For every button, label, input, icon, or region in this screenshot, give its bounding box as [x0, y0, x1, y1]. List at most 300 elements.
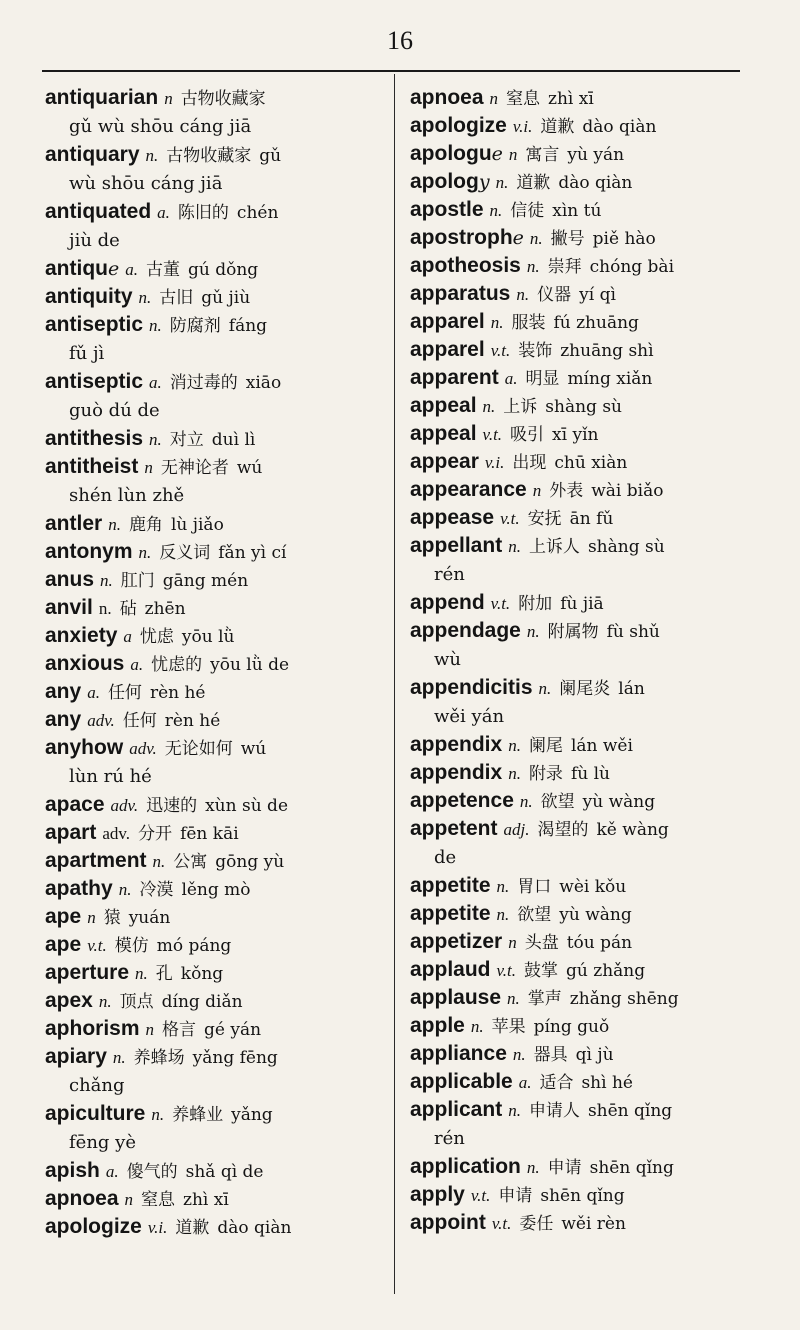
headword-tail: e — [512, 227, 524, 249]
pinyin: shǎ qì de — [185, 1162, 264, 1182]
pinyin: yí qì — [579, 285, 616, 305]
part-of-speech: n. — [100, 571, 113, 590]
chinese-translation: 崇拜 — [547, 257, 582, 277]
dictionary-entry — [410, 731, 745, 759]
dictionary-entry — [45, 453, 385, 510]
entry-line — [45, 1157, 385, 1185]
part-of-speech: n. — [526, 622, 540, 641]
headword: append — [410, 591, 485, 614]
dictionary-entry — [410, 196, 745, 224]
dictionary-entry — [410, 308, 745, 336]
chinese-translation: 古董 — [146, 260, 180, 280]
chinese-translation: 养蜂业 — [172, 1105, 224, 1125]
column-divider — [394, 74, 395, 1294]
entry-line — [45, 594, 385, 622]
chinese-translation: 头盘 — [524, 933, 559, 953]
part-of-speech: n. — [508, 1101, 521, 1120]
headword: antique — [45, 257, 120, 280]
entry-line — [45, 734, 385, 762]
headword: applause — [410, 986, 502, 1009]
headword: antiseptic — [45, 313, 144, 336]
entry-line — [410, 420, 745, 448]
headword: antiquity — [45, 285, 133, 308]
pinyin: yōu lǜ — [181, 627, 235, 647]
chinese-translation: 外表 — [549, 481, 584, 501]
chinese-translation: 鹿角 — [128, 515, 163, 535]
headword: apnoea — [410, 86, 484, 109]
headword: appliance — [410, 1042, 507, 1065]
pinyin-continuation: jiù de — [69, 230, 120, 251]
chinese-translation: 砧 — [119, 599, 137, 619]
pinyin: fú zhuāng — [553, 313, 639, 333]
pinyin: zhuāng shì — [560, 341, 654, 361]
dictionary-entry — [45, 566, 385, 594]
part-of-speech: n. — [98, 992, 112, 1011]
part-of-speech: n. — [482, 397, 496, 416]
chinese-translation: 道歉 — [540, 117, 575, 137]
chinese-translation: 欲望 — [517, 905, 552, 925]
headword: any — [45, 680, 82, 703]
entry-line — [45, 1213, 385, 1241]
entry-line — [410, 928, 745, 956]
dictionary-entry — [45, 622, 385, 650]
part-of-speech: n. — [495, 173, 509, 192]
chinese-translation: 阑尾炎 — [559, 679, 611, 699]
part-of-speech: n — [87, 908, 96, 927]
headword-tail: e — [108, 258, 120, 280]
pinyin: lán wěi — [570, 736, 633, 756]
pinyin: mó páng — [156, 936, 232, 956]
dictionary-entry — [410, 759, 745, 787]
chinese-translation: 申请 — [547, 1158, 582, 1178]
entry-line — [45, 819, 385, 847]
chinese-translation: 吸引 — [510, 425, 545, 445]
entry-line — [45, 931, 385, 959]
pinyin: zhǎng shēng — [569, 989, 679, 1009]
pinyin: yù wàng — [582, 792, 656, 812]
dictionary-entry — [410, 815, 745, 872]
pinyin: rèn hé — [164, 711, 221, 731]
pinyin: fù shǔ — [606, 622, 660, 642]
dictionary-entry — [45, 847, 385, 875]
entry-line — [410, 956, 745, 984]
pinyin: lán — [618, 679, 645, 699]
dictionary-entry — [45, 283, 385, 311]
chinese-translation: 渴望的 — [537, 820, 589, 840]
chinese-translation: 申请 — [498, 1186, 533, 1206]
headword: aphorism — [45, 1017, 140, 1040]
chinese-translation: 掌声 — [527, 989, 562, 1009]
pinyin: duì lì — [211, 430, 256, 450]
chinese-translation: 安抚 — [527, 509, 562, 529]
pinyin: yuán — [128, 908, 171, 928]
headword: anus — [45, 568, 95, 591]
pinyin: shàng sù — [545, 397, 622, 417]
pinyin: fù jiā — [560, 594, 604, 614]
headword: antiquary — [45, 143, 140, 166]
dictionary-entry — [410, 617, 745, 674]
part-of-speech: n. — [108, 515, 121, 534]
entry-line — [45, 903, 385, 931]
entry-line — [45, 453, 385, 481]
dictionary-entry — [410, 956, 745, 984]
dictionary-entry — [45, 959, 385, 987]
dictionary-entry — [45, 255, 385, 283]
entry-line — [410, 1153, 745, 1181]
chinese-translation: 冷漠 — [139, 880, 174, 900]
entry-line — [45, 959, 385, 987]
chinese-translation: 孔 — [155, 964, 173, 984]
dictionary-entry — [45, 594, 385, 622]
chinese-translation: 格言 — [162, 1020, 197, 1040]
pinyin: gé yán — [204, 1020, 262, 1040]
part-of-speech: adv. — [87, 711, 115, 730]
part-of-speech: a — [123, 627, 132, 646]
pinyin: yǎng — [231, 1105, 273, 1125]
entry-line — [410, 787, 745, 815]
dictionary-entry — [45, 510, 385, 538]
entry-line — [410, 280, 745, 308]
headword: apostle — [410, 198, 484, 221]
chinese-translation: 道歉 — [516, 173, 551, 193]
chinese-translation: 傻气的 — [126, 1162, 178, 1182]
headword: apace — [45, 793, 105, 816]
headword: apostrophe — [410, 226, 524, 249]
pinyin: lù jiǎo — [170, 515, 224, 535]
chinese-translation: 养蜂场 — [133, 1048, 185, 1068]
entry-line — [45, 678, 385, 706]
pinyin: xùn sù de — [205, 796, 289, 816]
pinyin-continuation: wù — [434, 649, 461, 670]
headword: apartment — [45, 849, 147, 872]
dictionary-entry — [45, 819, 385, 847]
headword: appease — [410, 506, 495, 529]
chinese-translation: 申请人 — [528, 1101, 580, 1121]
pinyin: wú — [240, 739, 267, 759]
part-of-speech: n — [145, 1020, 155, 1039]
entry-line — [410, 900, 745, 928]
dictionary-entry — [45, 1100, 385, 1157]
dictionary-entry — [45, 1157, 385, 1185]
entry-line — [410, 815, 745, 843]
entry-line — [45, 538, 385, 566]
entry-line — [45, 311, 385, 339]
pinyin-continuation: rén — [434, 564, 465, 585]
chinese-translation: 装饰 — [518, 341, 553, 361]
headword: applaud — [410, 958, 491, 981]
entry-line — [410, 532, 745, 560]
headword: apiary — [45, 1045, 107, 1068]
headword: antiquated — [45, 200, 152, 223]
pinyin-continuation: wěi yán — [434, 706, 505, 727]
part-of-speech: adv. — [110, 796, 139, 815]
part-of-speech: n. — [149, 316, 162, 335]
headword: apparent — [410, 366, 499, 389]
pinyin: yù yán — [567, 145, 625, 165]
part-of-speech: n. — [526, 1158, 540, 1177]
headword: appetite — [410, 874, 491, 897]
dictionary-entry — [45, 311, 385, 368]
entry-line — [410, 617, 745, 645]
headword: ape — [45, 933, 82, 956]
part-of-speech: a. — [157, 203, 170, 222]
headword: apathy — [45, 877, 113, 900]
dictionary-entry — [45, 903, 385, 931]
pinyin: wěi rèn — [561, 1214, 626, 1234]
pinyin: dào qiàn — [558, 173, 633, 193]
entry-line — [45, 622, 385, 650]
entry-line — [45, 1043, 385, 1071]
entry-line — [410, 872, 745, 900]
dictionary-entry — [410, 1068, 745, 1096]
chinese-translation: 陈旧的 — [177, 203, 229, 223]
headword: apish — [45, 1159, 100, 1182]
entry-line — [410, 252, 745, 280]
entry-line — [410, 1040, 745, 1068]
chinese-translation: 委任 — [519, 1214, 554, 1234]
headword: appeal — [410, 394, 477, 417]
chinese-translation: 明显 — [525, 369, 560, 389]
part-of-speech: adv. — [129, 739, 157, 758]
entry-line — [410, 168, 745, 196]
entry-line — [45, 650, 385, 678]
chinese-translation: 欲望 — [540, 792, 575, 812]
entry-line — [410, 308, 745, 336]
part-of-speech: v.i. — [147, 1218, 168, 1237]
part-of-speech: a. — [87, 683, 100, 702]
dictionary-entry — [410, 674, 745, 731]
dictionary-entry — [410, 984, 745, 1012]
pinyin: chóng bài — [589, 257, 675, 277]
pinyin: shēn qǐng — [589, 1158, 674, 1178]
entry-line — [45, 791, 385, 819]
pinyin: ān fǔ — [569, 509, 614, 529]
headword: appetent — [410, 817, 498, 840]
left-column — [45, 84, 385, 1241]
part-of-speech: n. — [526, 257, 540, 276]
dictionary-entry — [45, 706, 385, 734]
pinyin: zhì xī — [183, 1190, 229, 1210]
pinyin-continuation: de — [434, 847, 457, 868]
headword: appendicitis — [410, 676, 533, 699]
part-of-speech: n. — [508, 764, 521, 783]
chinese-translation: 出现 — [512, 453, 547, 473]
entry-line — [410, 1012, 745, 1040]
pinyin: lěng mò — [181, 880, 251, 900]
chinese-translation: 无论如何 — [164, 739, 233, 759]
pinyin-continuation: gǔ wù shōu cáng jiā — [69, 116, 252, 137]
headword: anyhow — [45, 736, 124, 759]
pinyin: fēn kāi — [180, 824, 239, 844]
dictionary-entry — [410, 336, 745, 364]
pinyin: shēn qǐng — [540, 1186, 625, 1206]
dictionary-entry — [410, 1209, 745, 1237]
part-of-speech: n. — [529, 229, 543, 248]
part-of-speech: n — [508, 145, 518, 164]
entry-line — [410, 1181, 745, 1209]
headword: appendix — [410, 761, 503, 784]
pinyin: yù wàng — [559, 905, 632, 925]
chinese-translation: 器具 — [533, 1045, 568, 1065]
pinyin: xiāo — [245, 373, 282, 393]
part-of-speech: n. — [508, 736, 521, 755]
dictionary-entry — [410, 1012, 745, 1040]
dictionary-entry — [410, 504, 745, 532]
pinyin: wú — [236, 458, 263, 478]
headword: appetizer — [410, 930, 503, 953]
dictionary-entry — [410, 476, 745, 504]
entry-line — [410, 504, 745, 532]
pinyin: gǔ jiù — [201, 288, 251, 308]
pinyin: míng xiǎn — [567, 369, 653, 389]
part-of-speech: n. — [519, 792, 533, 811]
headword: appoint — [410, 1211, 486, 1234]
entry-line — [410, 448, 745, 476]
headword: apnoea — [45, 1187, 119, 1210]
headword: anxiety — [45, 624, 118, 647]
pinyin: wài biǎo — [591, 481, 664, 501]
dictionary-entry — [410, 900, 745, 928]
page-number: 16 — [387, 26, 413, 55]
headword: appendage — [410, 619, 521, 642]
pinyin: wèi kǒu — [559, 877, 627, 897]
entry-line — [410, 336, 745, 364]
pinyin: fǎn yì cí — [218, 543, 287, 563]
dictionary-entry — [45, 931, 385, 959]
pinyin: gāng mén — [162, 571, 249, 591]
chinese-translation: 无神论者 — [160, 458, 229, 478]
entry-line — [410, 364, 745, 392]
chinese-translation: 服装 — [511, 313, 546, 333]
pinyin: dào qiàn — [582, 117, 657, 137]
dictionary-entry — [45, 84, 385, 141]
pinyin: rèn hé — [149, 683, 206, 703]
dictionary-entry — [410, 589, 745, 617]
part-of-speech: n. — [98, 599, 112, 618]
headword: aperture — [45, 961, 130, 984]
pinyin: yǎng fēng — [192, 1048, 278, 1068]
dictionary-entry — [410, 928, 745, 956]
headword: applicable — [410, 1070, 513, 1093]
part-of-speech: n — [124, 1190, 134, 1209]
part-of-speech: v.t. — [500, 509, 520, 528]
headword: antitheist — [45, 455, 139, 478]
part-of-speech: n. — [538, 679, 552, 698]
pinyin-continuation: fǔ jì — [69, 343, 105, 364]
chinese-translation: 窒息 — [141, 1190, 176, 1210]
entry-line — [45, 198, 385, 226]
part-of-speech: adv. — [102, 824, 131, 843]
chinese-translation: 任何 — [122, 711, 157, 731]
headword: apparatus — [410, 282, 511, 305]
part-of-speech: n. — [470, 1017, 484, 1036]
chinese-translation: 阑尾 — [528, 736, 563, 756]
entry-line — [45, 847, 385, 875]
headword-tail: e — [491, 143, 503, 165]
part-of-speech: a. — [504, 369, 518, 388]
headword: appearance — [410, 478, 527, 501]
entry-line — [45, 368, 385, 396]
headword: apiculture — [45, 1102, 146, 1125]
part-of-speech: v.t. — [490, 594, 511, 613]
pinyin: piě hào — [592, 229, 656, 249]
headword: antiquarian — [45, 86, 159, 109]
chinese-translation: 分开 — [138, 824, 173, 844]
chinese-translation: 附录 — [528, 764, 563, 784]
pinyin: xī yǐn — [552, 425, 599, 445]
part-of-speech: n. — [516, 285, 530, 304]
pinyin: gōng yù — [215, 852, 285, 872]
dictionary-entry — [410, 1181, 745, 1209]
pinyin: fù lù — [570, 764, 610, 784]
pinyin: gǔ — [259, 146, 282, 166]
headword: any — [45, 708, 82, 731]
pinyin: tóu pán — [566, 933, 633, 953]
headword: appetence — [410, 789, 514, 812]
headword: antler — [45, 512, 103, 535]
entry-line — [410, 112, 745, 140]
part-of-speech: adj. — [503, 820, 530, 839]
entry-line — [45, 566, 385, 594]
dictionary-entry — [410, 392, 745, 420]
dictionary-entry — [410, 140, 745, 168]
dictionary-entry — [45, 791, 385, 819]
headword: appetite — [410, 902, 491, 925]
chinese-translation: 古物收藏家 — [180, 89, 266, 109]
part-of-speech: v.t. — [491, 1214, 512, 1233]
chinese-translation: 窒息 — [506, 89, 541, 109]
part-of-speech: n. — [118, 880, 132, 899]
pinyin-continuation: chǎng — [69, 1075, 125, 1096]
chinese-translation: 寓言 — [525, 145, 560, 165]
chinese-translation: 任何 — [107, 683, 142, 703]
part-of-speech: a. — [125, 260, 138, 279]
dictionary-entry — [45, 368, 385, 425]
headword: appear — [410, 450, 479, 473]
dictionary-entry — [45, 1213, 385, 1241]
dictionary-entry — [410, 252, 745, 280]
headword: antiseptic — [45, 370, 144, 393]
dictionary-entry — [410, 112, 745, 140]
chinese-translation: 防腐剂 — [169, 316, 221, 336]
entry-line — [410, 84, 745, 112]
part-of-speech: a. — [149, 373, 162, 392]
part-of-speech: n. — [135, 964, 148, 983]
pinyin: chū xiàn — [554, 453, 628, 473]
dictionary-entry — [45, 141, 385, 198]
entry-line — [45, 706, 385, 734]
pinyin: shēn qǐng — [587, 1101, 673, 1121]
dictionary-entry — [410, 1040, 745, 1068]
chinese-translation: 道歉 — [175, 1218, 210, 1238]
pinyin: shàng sù — [587, 537, 665, 557]
entry-line — [45, 510, 385, 538]
dictionary-entry — [410, 1096, 745, 1153]
part-of-speech: n. — [512, 1045, 526, 1064]
part-of-speech: n — [164, 89, 173, 108]
headword: apply — [410, 1183, 465, 1206]
pinyin: gú zhǎng — [566, 961, 646, 981]
headword: application — [410, 1155, 521, 1178]
pinyin: fáng — [228, 316, 268, 336]
headword: apart — [45, 821, 97, 844]
dictionary-entry — [410, 420, 745, 448]
chinese-translation: 适合 — [539, 1073, 574, 1093]
entry-line — [410, 476, 745, 504]
entry-line — [410, 731, 745, 759]
pinyin: shì hé — [581, 1073, 633, 1093]
entry-line — [410, 1068, 745, 1096]
